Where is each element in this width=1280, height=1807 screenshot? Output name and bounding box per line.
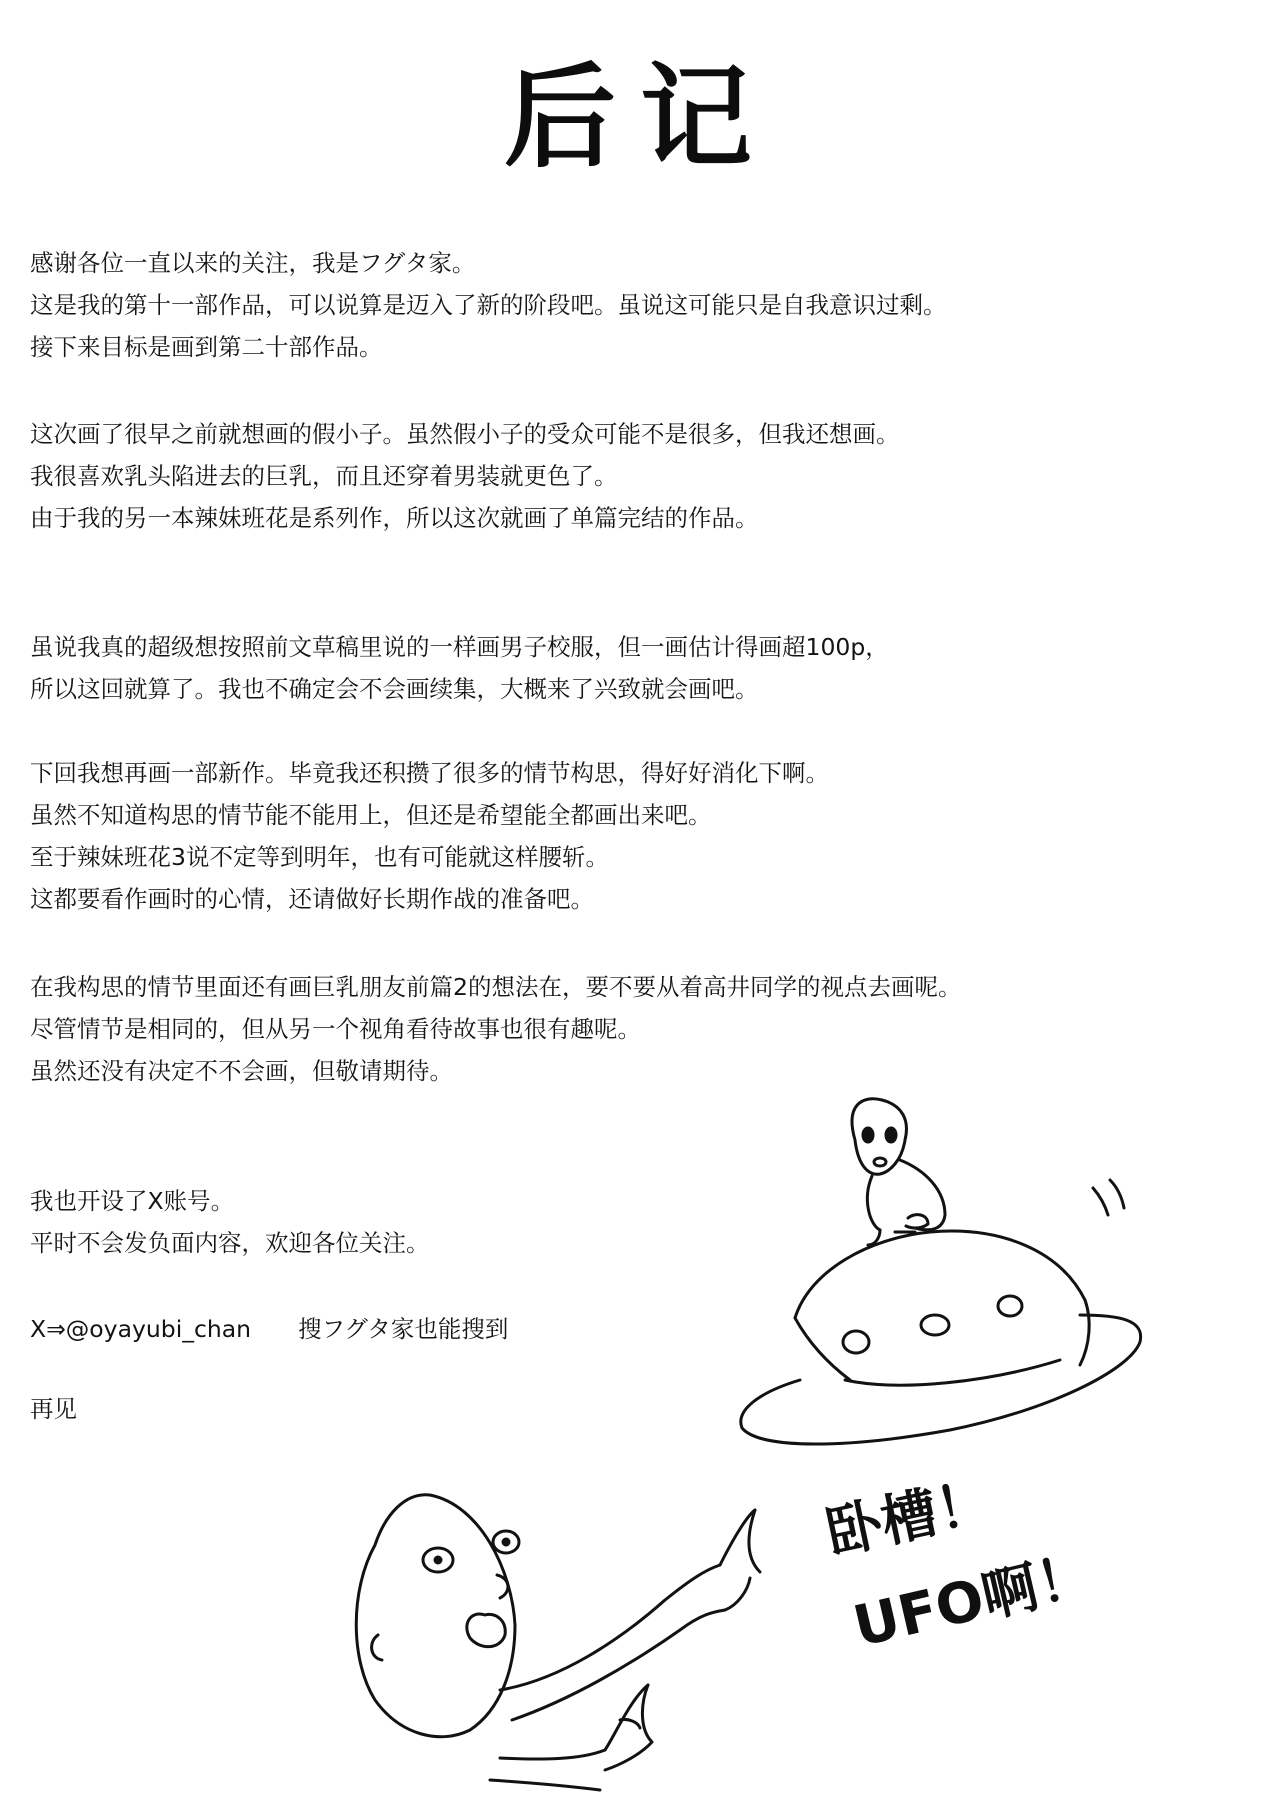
page-title: 后记 — [504, 53, 776, 183]
paragraph-x-account — [30, 1180, 1130, 1264]
text-line: 这次画了很早之前就想画的假小子。虽然假小子的受众可能不是很多，但我还想画。 — [30, 420, 900, 448]
paragraph-goodbye — [30, 1388, 1130, 1430]
text-line: 下回我想再画一部新作。毕竟我还积攒了很多的情节构思，得好好消化下啊。 — [30, 759, 829, 787]
text-line: 至于辣妹班花3说不定等到明年，也有可能就这样腰斩。 — [30, 843, 609, 871]
text-line: 我很喜欢乳头陷进去的巨乳，而且还穿着男装就更色了。 — [30, 462, 618, 490]
paragraph-x-handle — [30, 1308, 1130, 1350]
text-line: 平时不会发负面内容，欢迎各位关注。 — [30, 1229, 430, 1257]
paragraph-next-work — [30, 752, 1130, 920]
text-line: 虽然还没有决定不不会画，但敬请期待。 — [30, 1057, 453, 1085]
goodbye-line: 再见 — [30, 1395, 77, 1423]
text-line: 由于我的另一本辣妹班花是系列作，所以这次就画了单篇完结的作品。 — [30, 504, 759, 532]
paragraph-greeting — [30, 242, 1130, 368]
text-line: 虽说我真的超级想按照前文草稿里说的一样画男子校服，但一画估计得画超100p， — [30, 633, 889, 661]
text-line: 虽然不知道构思的情节能不能用上，但还是希望能全都画出来吧。 — [30, 801, 712, 829]
text-line: 这是我的第十一部作品，可以说算是迈入了新的阶段吧。虽说这可能只是自我意识过剩。 — [30, 291, 947, 319]
exclamation-text-line1: 卧槽！ — [820, 1468, 999, 1568]
pointing-stick-figure-icon — [356, 1495, 760, 1790]
text-line: 尽管情节是相同的，但从另一个视角看待故事也很有趣呢。 — [30, 1015, 641, 1043]
text-line: 所以这回就算了。我也不确定会不会画续集，大概来了兴致就会画吧。 — [30, 675, 759, 703]
text-line: 在我构思的情节里面还有画巨乳朋友前篇2的想法在，要不要从着高井同学的视点去画呢。 — [30, 973, 962, 1001]
text-line: 这都要看作画时的心情，还请做好长期作战的准备吧。 — [30, 885, 594, 913]
text-line: 我也开设了X账号。 — [30, 1187, 235, 1215]
text-line: 接下来目标是画到第二十部作品。 — [30, 333, 383, 361]
paragraph-theme — [30, 413, 1130, 539]
exclamation-text-line2: UFO啊！ — [847, 1541, 1100, 1661]
paragraph-ideas — [30, 966, 1130, 1092]
text-line: 感谢各位一直以来的关注，我是フグタ家。 — [30, 249, 476, 277]
paragraph-uniform — [30, 626, 1130, 710]
x-handle-line: X⇒@oyayubi_chan 搜フグタ家也能搜到 — [30, 1315, 509, 1343]
